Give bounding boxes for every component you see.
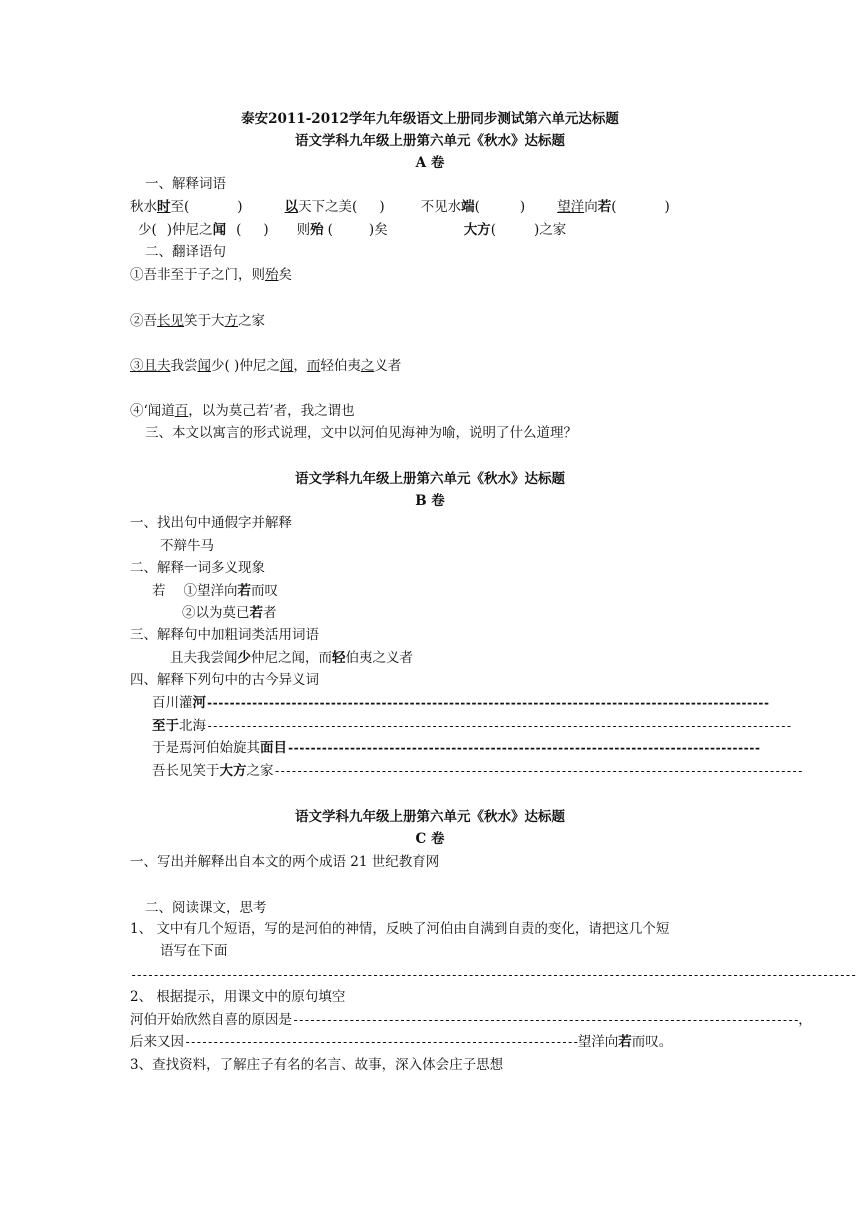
- c-p3: 3、查找资料，了解庄子有名的名言、故事，深入体会庄子思想: [130, 1057, 504, 1073]
- a-sentence-1: ①吾非至于子之门，则殆矣: [130, 267, 292, 283]
- c-p2-line-1: 河伯开始欣然自喜的原因是------------------------------------------------------------------------------------------，: [130, 1012, 812, 1028]
- b-q4-line-4: 吾长见笑于大方之家----------------------------------------------------------------------------------------------: [152, 763, 803, 779]
- a-sentence-3: ③且夫我尝闻少( )仲尼之闻，而轻伯夷之义者: [130, 358, 402, 374]
- c-p1-line-a: 1、 文中有几个短语，写的是河伯的神情，反映了河伯由自满到自责的变化，请把这几个短: [130, 921, 670, 937]
- a-q3: 三、本文以寓言的形式说理，文中以河伯见海神为喻，说明了什么道理？: [145, 425, 577, 441]
- a-q2-heading: 二、翻译语句: [145, 244, 226, 260]
- c-p2-line-2: 后来又因----------------------------------------------------------------------望洋向若而叹。: [130, 1034, 673, 1050]
- section-b-label: B 卷: [415, 493, 445, 509]
- a-sentence-2: ②吾长见笑于大方之家: [130, 313, 265, 329]
- section-b-subtitle: 语文学科九年级上册第六单元《秋水》达标题: [295, 471, 565, 487]
- b-q4-line-3: 于是焉河伯始旋其面目------------------------------------------------------------------------------------: [152, 740, 760, 756]
- section-c-subtitle: 语文学科九年级上册第六单元《秋水》达标题: [295, 809, 565, 825]
- document-title: 泰安2011-2012学年九年级语文上册同步测试第六单元达标题: [241, 111, 619, 127]
- a-q1-row2: 少( )仲尼之闻 ( ) 则殆 ( )矣 大方( )之家: [138, 222, 567, 238]
- c-p1-answer-line: ---------------------------------------------------------------------------------------------------------------------------------: [130, 968, 856, 982]
- section-a-label: A 卷: [415, 155, 445, 171]
- b-q2-heading: 二、解释一词多义现象: [130, 560, 265, 576]
- b-q2-item-1: 若 ①望洋向若而叹: [152, 583, 278, 599]
- b-q3-heading: 三、解释句中加粗词类活用词语: [130, 627, 319, 643]
- a-sentence-4: ④‘闻道百，以为莫己若’者，我之谓也: [130, 403, 355, 419]
- b-q1-item: 不辩牛马: [160, 538, 214, 554]
- document-subtitle: 语文学科九年级上册第六单元《秋水》达标题: [295, 133, 565, 149]
- section-c-label: C 卷: [415, 831, 445, 847]
- b-q4-line-1: 百川灌河----------------------------------------------------------------------------------------------------: [152, 695, 769, 711]
- c-p2: 2、 根据提示，用课文中的原句填空: [130, 989, 346, 1005]
- c-q1: 一、写出并解释出自本文的两个成语 21 世纪教育网: [130, 854, 440, 870]
- a-q1-heading: 一、解释词语: [145, 176, 226, 192]
- c-p1-line-b: 语写在下面: [160, 943, 228, 959]
- b-q3-sentence: 且夫我尝闻少仲尼之闻，而轻伯夷之义者: [170, 650, 413, 666]
- b-q4-line-2: 至于北海--------------------------------------------------------------------------------------------------------: [152, 718, 791, 734]
- a-q1-row1: 秋水时至( ) 以天下之美( ) 不见水端( ) 望洋向若( ): [130, 199, 670, 215]
- c-q2-heading: 二、阅读课文，思考: [145, 900, 267, 916]
- b-q1-heading: 一、找出句中通假字并解释: [130, 515, 292, 531]
- b-q2-item-2: ②以为莫已若者: [182, 605, 277, 621]
- b-q4-heading: 四、解释下列句中的古今异义词: [130, 672, 319, 688]
